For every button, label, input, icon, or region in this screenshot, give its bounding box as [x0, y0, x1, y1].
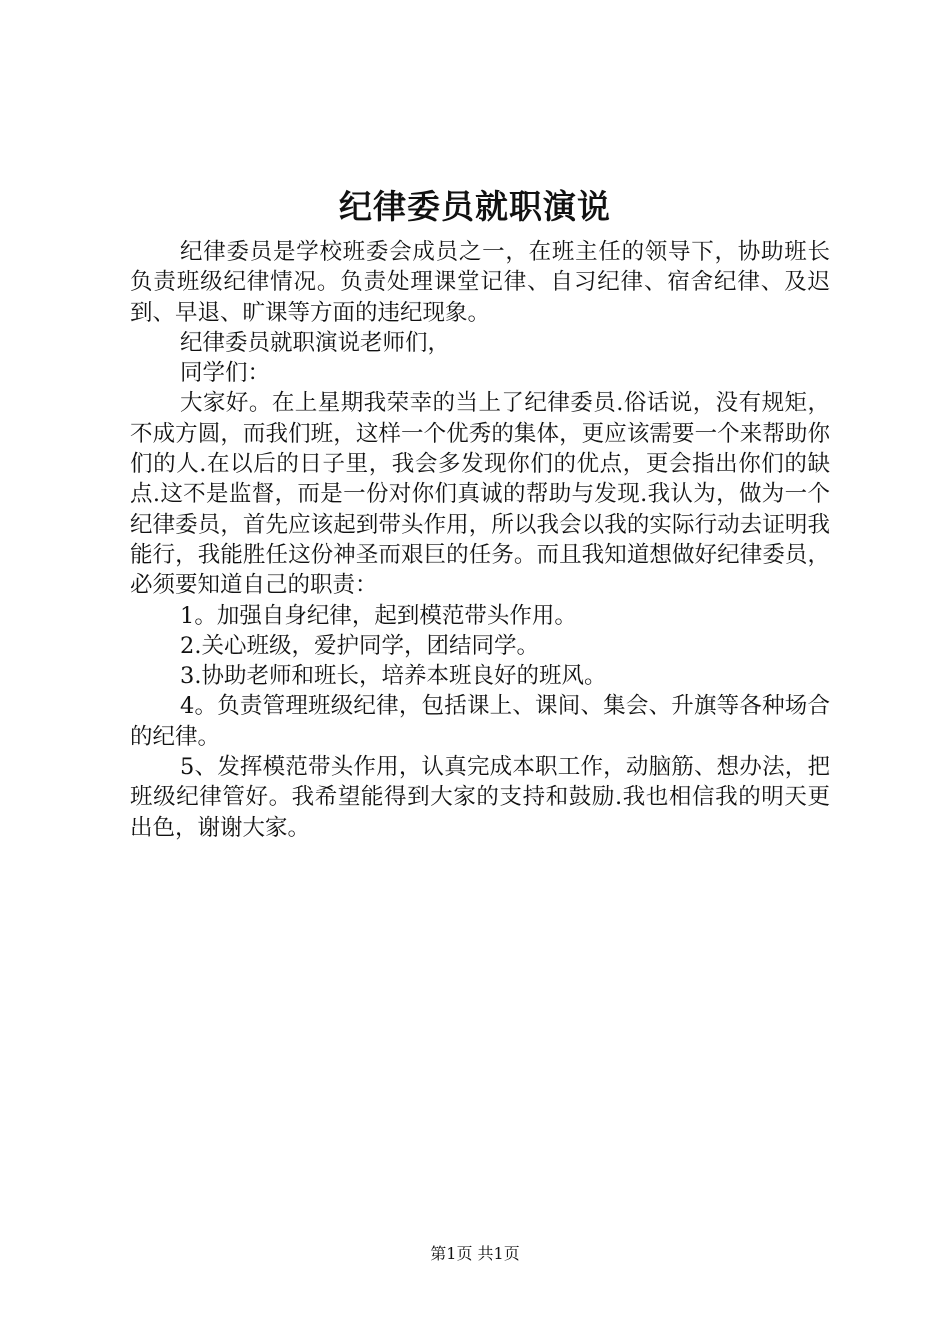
page-number-footer: 第1页 共1页 [430, 1244, 520, 1263]
paragraph-salutation-teachers: 纪律委员就职演说老师们， [180, 329, 451, 356]
paragraph-intro: 纪律委员是学校班委会成员之一，在班主任的领导下，协助班长负责班级纪律情况。负责处理课堂记律、自习纪律、宿舍纪律、及迟到、早退、旷课等方面的违纪现象。 [130, 239, 830, 326]
document-title: 纪律委员就职演说 [339, 187, 611, 226]
paragraph-salutation-students: 同学们： [180, 360, 271, 387]
list-item-duty-5: 5、发挥模范带头作用，认真完成本职工作，动脑筋、想办法，把班级纪律管好。我希望能得到大家的支持和鼓励.我也相信我的明天更出色，谢谢大家。 [130, 754, 830, 841]
list-item-duty-4: 4。负责管理班级纪律，包括课上、课间、集会、升旗等各种场合的纪律。 [130, 693, 830, 750]
document-body [130, 237, 830, 843]
list-item-duty-3: 3.协助老师和班长，培养本班良好的班风。 [180, 663, 607, 690]
list-item-duty-1: 1。加强自身纪律，起到模范带头作用。 [180, 602, 577, 629]
list-item-duty-2: 2.关心班级，爱护同学，团结同学。 [180, 632, 539, 659]
paragraph-speech-body: 大家好。在上星期我荣幸的当上了纪律委员.俗话说，没有规矩，不成方圆，而我们班，这样一个优秀的集体，更应该需要一个来帮助你们的人.在以后的日子里，我会多发现你们的优点，更会指出你们的缺点.这不是监督，而是一份对你们真诚的帮助与发现.我认为，做为一个纪律委员，首先应该起到带头作用，所以我会以我的实际行动去证明我能行，我能胜任这份神圣而艰巨的任务。而且我知道想做好纪律委员，必须要知道自己的职责： [130, 390, 830, 599]
